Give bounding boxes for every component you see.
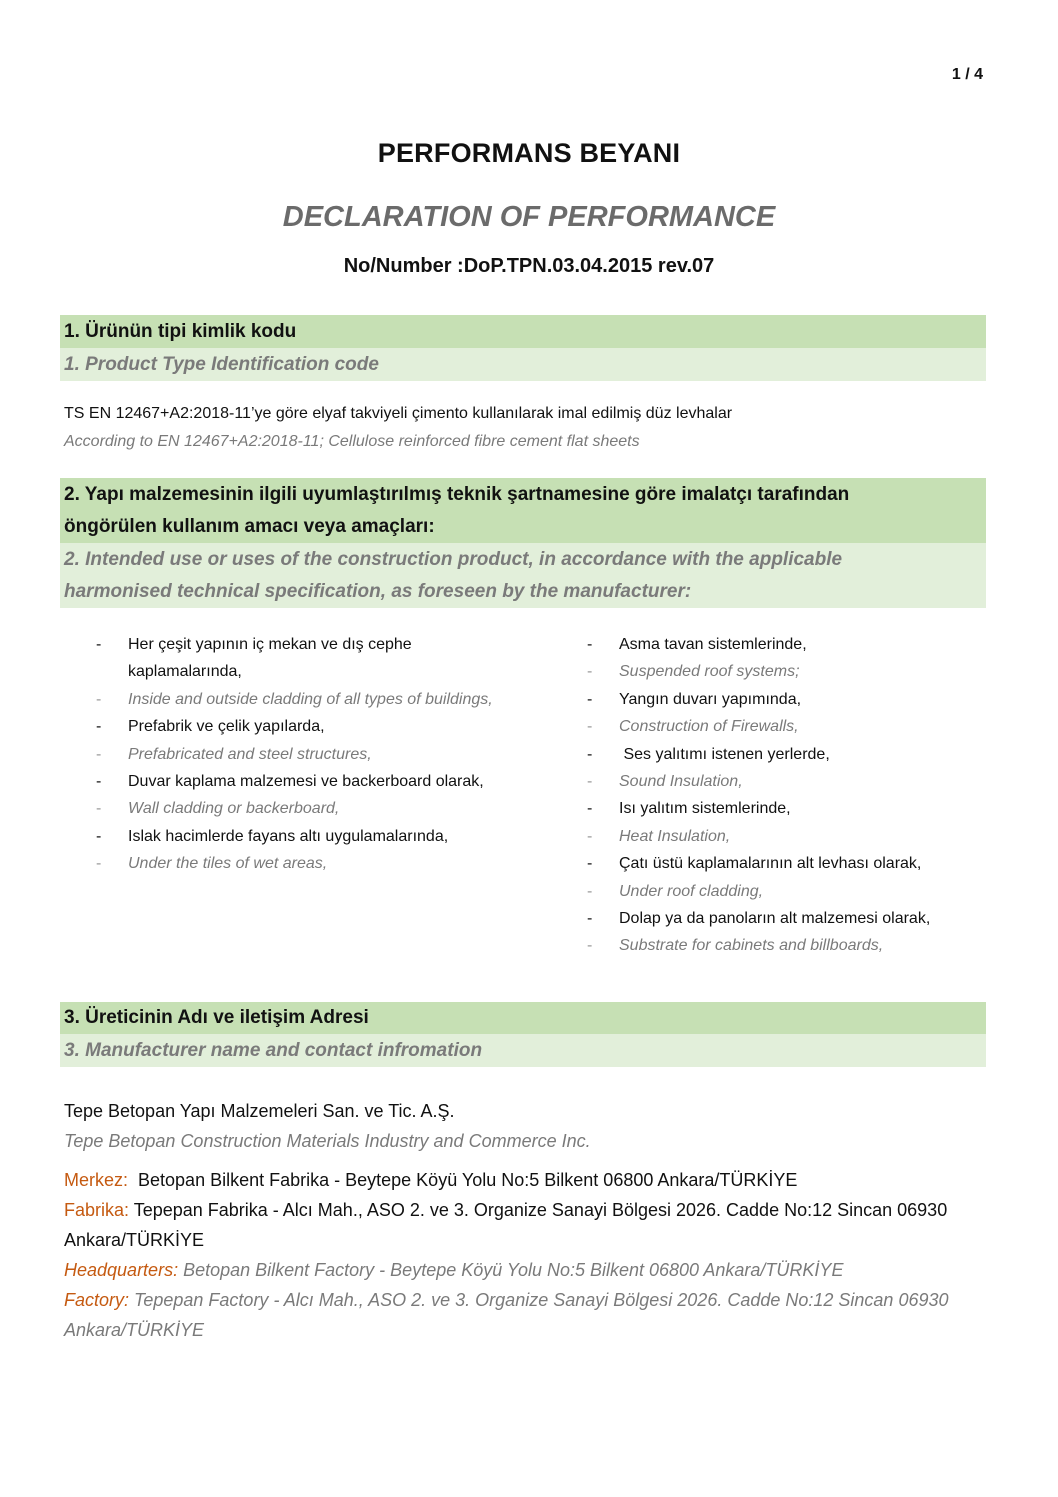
list-item: - Suspended roof systems; bbox=[587, 663, 800, 681]
document-number: No/Number :DoP.TPN.03.04.2015 rev.07 bbox=[343, 255, 715, 277]
section1-text-en: According to EN 12467+A2:2018-11; Cellulose reinforced fibre cement flat sheets bbox=[64, 433, 640, 450]
section1-heading-en: 1. Product Type Identification code bbox=[60, 348, 986, 381]
factory-address-en: Factory: Tepepan Factory - Alcı Mah., ASO 2. ve 3. Organize Sanayi Bölgesi 2026. Cadde No:12 Sincan 06930 Ankara/TÜRKİYE bbox=[64, 1290, 953, 1340]
section2-heading-en-line1: 2. Intended use or uses of the construction product, in accordance with the applicable bbox=[64, 549, 843, 570]
page-number: 1 / 4 bbox=[951, 66, 983, 83]
section2-heading-tr-line1: 2. Yapı malzemesinin ilgili uyumlaştırılmış teknik şartnamesine göre imalatçı tarafından bbox=[64, 484, 850, 505]
list-item: - Sound Insulation, bbox=[587, 773, 743, 791]
uses-list-left bbox=[96, 631, 496, 878]
list-item: - Prefabricated and steel structures, bbox=[96, 745, 372, 763]
company-name-tr: Tepe Betopan Yapı Malzemeleri San. ve Tic. A.Ş. bbox=[64, 1101, 455, 1121]
list-item: - Duvar kaplama malzemesi ve backerboard olarak, bbox=[96, 773, 484, 791]
list-item: - Yangın duvarı yapımında, bbox=[587, 690, 802, 708]
list-item: - Çatı üstü kaplamalarının alt levhası olarak, bbox=[587, 855, 922, 873]
factory-address-tr: Fabrika: Tepepan Fabrika - Alcı Mah., ASO 2. ve 3. Organize Sanayi Bölgesi 2026. Cadde No:12 Sincan 06930 Ankara/TÜRKİYE bbox=[64, 1200, 952, 1250]
section2-heading-en-line2: harmonised technical specification, as foreseen by the manufacturer: bbox=[64, 580, 692, 602]
factory-label-tr: Fabrika: bbox=[64, 1200, 130, 1220]
company-name-en: Tepe Betopan Construction Materials Industry and Commerce Inc. bbox=[64, 1131, 591, 1151]
list-item: - Ses yalıtımı istenen yerlerde, bbox=[587, 745, 830, 763]
list-item: - Asma tavan sistemlerinde, bbox=[587, 636, 807, 653]
list-item: - Isı yalıtım sistemlerinde, bbox=[587, 800, 791, 818]
section2-heading-tr bbox=[60, 478, 986, 543]
section3-heading-en: 3. Manufacturer name and contact infromation bbox=[60, 1034, 986, 1067]
hq-label-en: Headquarters: bbox=[64, 1260, 179, 1280]
section1-text-tr: TS EN 12467+A2:2018-11’ye göre elyaf takviyeli çimento kullanılarak imal edilmiş düz levhalar bbox=[64, 405, 733, 422]
section2-heading-tr-line2: öngörülen kullanım amacı veya amaçları: bbox=[64, 515, 435, 537]
list-item: - Substrate for cabinets and billboards, bbox=[587, 937, 884, 955]
list-item: - Wall cladding or backerboard, bbox=[96, 800, 340, 818]
section1-heading-tr: 1. Ürünün tipi kimlik kodu bbox=[60, 315, 986, 348]
hq-address-en: Headquarters: Betopan Bilkent Factory - Beytepe Köyü Yolu No:5 Bilkent 06800 Ankara/TÜRKİYE bbox=[64, 1260, 844, 1280]
list-item: - Islak hacimlerde fayans altı uygulamalarında, bbox=[96, 827, 449, 845]
list-item: - Her çeşit yapının iç mekan ve dış cephe kaplamalarında, bbox=[96, 636, 412, 681]
list-item: - Prefabrik ve çelik yapılarda, bbox=[96, 718, 325, 736]
hq-address-tr: Merkez: Betopan Bilkent Fabrika - Beytepe Köyü Yolu No:5 Bilkent 06800 Ankara/TÜRKİYE bbox=[64, 1170, 798, 1190]
list-item: - Heat Insulation, bbox=[587, 827, 731, 845]
document-title-en: DECLARATION OF PERFORMANCE bbox=[282, 201, 776, 233]
factory-label-en: Factory: bbox=[64, 1290, 130, 1310]
list-item: - Under roof cladding, bbox=[587, 882, 764, 900]
list-item: - Dolap ya da panoların alt malzemesi olarak, bbox=[587, 910, 931, 928]
list-item: - Under the tiles of wet areas, bbox=[96, 855, 328, 873]
list-item: - Construction of Firewalls, bbox=[587, 718, 799, 736]
section3-heading-tr: 3. Üreticinin Adı ve iletişim Adresi bbox=[60, 1002, 986, 1034]
hq-label-tr: Merkez: bbox=[64, 1170, 129, 1190]
list-item: - Inside and outside cladding of all types of buildings, bbox=[96, 690, 493, 708]
section2-heading-en bbox=[60, 543, 986, 608]
uses-list-right bbox=[587, 631, 1007, 960]
document-title-tr: PERFORMANS BEYANI bbox=[377, 138, 681, 168]
